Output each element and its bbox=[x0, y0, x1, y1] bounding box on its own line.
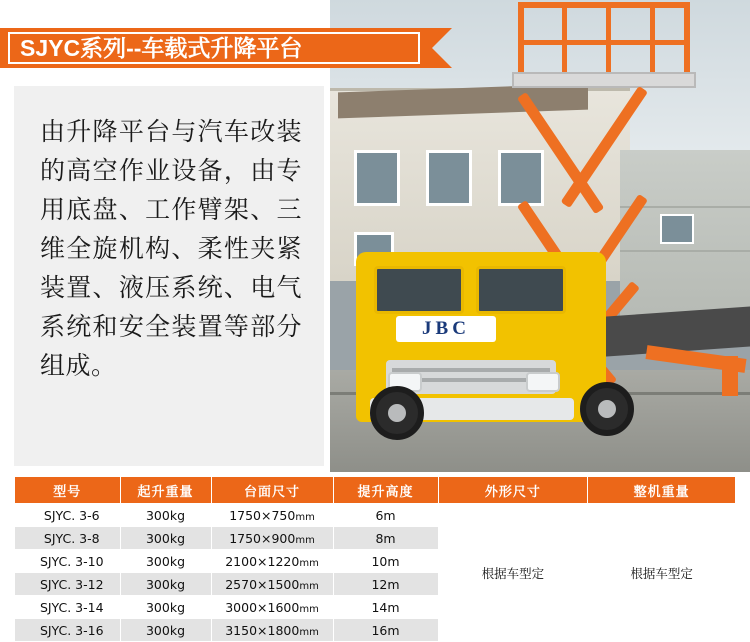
column-header-platform: 台面尺寸 bbox=[211, 477, 333, 504]
cell-model: SJYC. 3-8 bbox=[15, 527, 121, 550]
cell-capacity: 300kg bbox=[120, 619, 211, 642]
cell-platform-unit: mm bbox=[295, 511, 315, 523]
cell-height: 8m bbox=[333, 527, 438, 550]
cell-platform-value: 3150×1800 bbox=[225, 622, 300, 638]
cell-platform bbox=[211, 573, 333, 596]
lift-platform-railing bbox=[518, 2, 690, 74]
cell-platform-value: 3000×1600 bbox=[225, 599, 300, 615]
cell-platform bbox=[211, 527, 333, 550]
column-header-height: 提升高度 bbox=[333, 477, 438, 504]
truck-windshield bbox=[374, 266, 464, 314]
description-panel bbox=[14, 86, 324, 466]
column-header-overall: 外形尺寸 bbox=[438, 477, 588, 504]
cell-total-weight: 根据车型定 bbox=[588, 504, 736, 642]
table-body bbox=[15, 504, 736, 642]
cell-platform bbox=[211, 596, 333, 619]
cell-platform bbox=[211, 550, 333, 573]
cell-platform-value: 2100×1220 bbox=[225, 553, 300, 569]
cell-platform-value: 1750×750 bbox=[229, 507, 296, 523]
photo-window bbox=[426, 150, 472, 206]
cell-platform-unit: mm bbox=[295, 534, 315, 546]
cell-platform-value: 2570×1500 bbox=[225, 576, 300, 592]
cell-capacity: 300kg bbox=[120, 596, 211, 619]
table-header-row bbox=[15, 477, 736, 504]
spec-table bbox=[14, 476, 736, 642]
cell-height: 10m bbox=[333, 550, 438, 573]
photo-window bbox=[660, 214, 694, 244]
cell-platform-unit: mm bbox=[299, 626, 319, 638]
cell-platform bbox=[211, 504, 333, 527]
description-text: 由升降平台与汽车改装的高空作业设备，由专用底盘、工作臂架、三维全旋机构、柔性夹紧装置、液压系统、电气系统和安全装置等部分组成。 bbox=[40, 117, 302, 380]
cell-capacity: 300kg bbox=[120, 573, 211, 596]
spec-table-wrapper bbox=[14, 476, 736, 642]
title-banner bbox=[0, 28, 432, 68]
cell-model: SJYC. 3-10 bbox=[15, 550, 121, 573]
column-header-model: 型号 bbox=[15, 477, 121, 504]
cell-model: SJYC. 3-14 bbox=[15, 596, 121, 619]
cell-capacity: 300kg bbox=[120, 550, 211, 573]
railing-midrail bbox=[524, 40, 684, 45]
truck-brand-badge: JBC bbox=[396, 316, 496, 342]
cell-overall-size: 根据车型定 bbox=[438, 504, 588, 642]
cell-platform-value: 1750×900 bbox=[229, 530, 296, 546]
cell-capacity: 300kg bbox=[120, 504, 211, 527]
cell-model: SJYC. 3-6 bbox=[15, 504, 121, 527]
photo-window bbox=[498, 150, 544, 206]
cell-model: SJYC. 3-12 bbox=[15, 573, 121, 596]
cell-height: 16m bbox=[333, 619, 438, 642]
truck-outrigger-leg bbox=[722, 356, 738, 396]
cell-capacity: 300kg bbox=[120, 527, 211, 550]
truck-wheel bbox=[580, 382, 634, 436]
lift-platform-floor bbox=[512, 72, 696, 88]
photo-side-building-line bbox=[620, 250, 750, 252]
cell-platform bbox=[211, 619, 333, 642]
cell-height: 6m bbox=[333, 504, 438, 527]
product-photo bbox=[330, 0, 750, 472]
page-title: SJYC系列--车载式升降平台 bbox=[20, 35, 303, 61]
table-row bbox=[15, 504, 736, 527]
title-banner-frame bbox=[8, 32, 420, 64]
cell-height: 14m bbox=[333, 596, 438, 619]
cell-platform-unit: mm bbox=[299, 557, 319, 569]
cell-platform-unit: mm bbox=[299, 603, 319, 615]
column-header-capacity: 起升重量 bbox=[120, 477, 211, 504]
cell-height: 12m bbox=[333, 573, 438, 596]
photo-window bbox=[354, 150, 400, 206]
truck-wheel bbox=[370, 386, 424, 440]
cell-model: SJYC. 3-16 bbox=[15, 619, 121, 642]
cell-platform-unit: mm bbox=[299, 580, 319, 592]
column-header-weight: 整机重量 bbox=[588, 477, 736, 504]
truck-headlight bbox=[526, 372, 560, 392]
truck-windshield bbox=[476, 266, 566, 314]
